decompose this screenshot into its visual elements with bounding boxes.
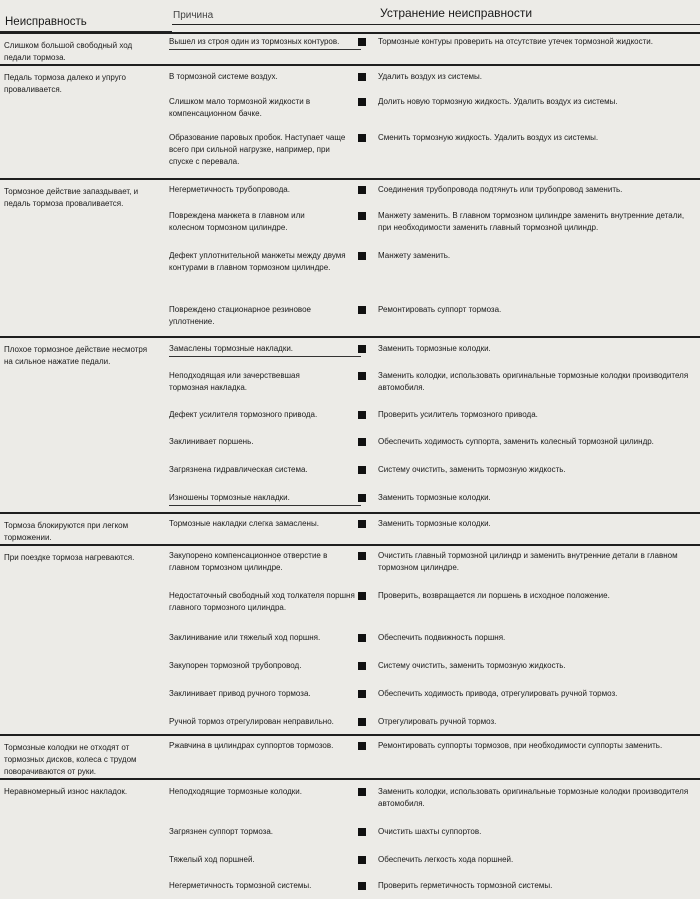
fix-text: Ремонтировать суппорты тормозов, при необходимости суппорты заменить.: [378, 741, 663, 750]
cause-text: Повреждено стационарное резиновое уплотнение.: [169, 305, 311, 326]
cause-text: Слишком мало тормозной жидкости в компенсационном бачке.: [169, 97, 311, 118]
fix-text: Обеспечить подвижность поршня.: [378, 633, 506, 642]
bullet-icon: [358, 828, 366, 836]
bullet-icon: [358, 718, 366, 726]
bullet-icon: [358, 690, 366, 698]
fault-group: [0, 778, 700, 899]
bullet-icon: [358, 856, 366, 864]
header-fault: Неисправность: [5, 16, 87, 28]
header-cause: Причина: [173, 10, 214, 21]
fix-text: Систему очистить, заменить тормозную жидкость.: [378, 661, 566, 670]
bullet-icon: [358, 98, 366, 106]
cause-text: Образование паровых пробок. Наступает чаще всего при сильной нагрузке, например, при спуске с перевала.: [169, 133, 346, 166]
fault-group: [0, 178, 700, 336]
fault-group: [0, 32, 700, 62]
cause-text: Заклинивает поршень.: [169, 437, 254, 446]
cause-text: Негерметичность трубопровода.: [169, 185, 290, 194]
fault-text: Тормозное действие запаздывает, и педаль тормоза проваливается.: [4, 187, 139, 208]
fault-group: [0, 544, 700, 734]
fix-text: Удалить воздух из системы.: [378, 72, 482, 81]
cause-text: Загрязнен суппорт тормоза.: [169, 827, 274, 836]
fault-text: Педаль тормоза далеко и упруго проваливается.: [4, 73, 126, 94]
fault-text: Неравномерный износ накладок.: [4, 787, 128, 796]
cause-text: Тормозные накладки слегка замаслены.: [169, 519, 319, 528]
cause-text: Вышел из строя один из тормозных контуров.: [169, 36, 361, 50]
fix-text: Очистить главный тормозной цилиндр и заменить внутренние детали в главном тормозном цилиндре.: [378, 551, 678, 572]
cause-text: В тормозной системе воздух.: [169, 72, 278, 81]
bullet-icon: [358, 634, 366, 642]
bullet-icon: [358, 372, 366, 380]
header-divider: [172, 24, 700, 25]
fix-text: Проверить усилитель тормозного привода.: [378, 410, 538, 419]
bullet-icon: [358, 494, 366, 502]
cause-text: Повреждена манжета в главном или колесном тормозном цилиндре.: [169, 211, 305, 232]
bullet-icon: [358, 742, 366, 750]
fix-text: Обеспечить ходимость суппорта, заменить колесный тормозной цилиндр.: [378, 437, 654, 446]
fix-text: Долить новую тормозную жидкость. Удалить воздух из системы.: [378, 97, 618, 106]
bullet-icon: [358, 186, 366, 194]
cause-text: Ручной тормоз отрегулирован неправильно.: [169, 717, 334, 726]
fix-text: Очистить шахты суппортов.: [378, 827, 482, 836]
fault-group: [0, 512, 700, 544]
bullet-icon: [358, 252, 366, 260]
fault-text: При поездке тормоза нагреваются.: [4, 553, 135, 562]
fix-text: Проверить герметичность тормозной системы.: [378, 881, 553, 890]
cause-text: Дефект уплотнительной манжеты между двумя контурами в главном тормозном цилиндре.: [169, 251, 346, 272]
bullet-icon: [358, 882, 366, 890]
fix-text: Заменить тормозные колодки.: [378, 493, 491, 502]
fix-text: Манжету заменить. В главном тормозном цилиндре заменить внутренние детали, при необходимости заменить главный тормозной цилиндр.: [378, 211, 685, 232]
cause-text: Закупорен тормозной трубопровод.: [169, 661, 302, 670]
bullet-icon: [358, 134, 366, 142]
cause-text: Заклинивание или тяжелый ход поршня.: [169, 633, 321, 642]
fix-text: Заменить колодки, использовать оригинальные тормозные колодки производителя автомобиля.: [378, 787, 689, 808]
bullet-icon: [358, 466, 366, 474]
bullet-icon: [358, 345, 366, 353]
fix-text: Обеспечить легкость хода поршней.: [378, 855, 514, 864]
fault-text: Тормоза блокируются при легком торможении.: [4, 521, 129, 542]
cause-text: Негерметичность тормозной системы.: [169, 881, 312, 890]
cause-text: Загрязнена гидравлическая система.: [169, 465, 308, 474]
cause-text: Замаслены тормозные накладки.: [169, 343, 361, 357]
fault-group: [0, 734, 700, 776]
bullet-icon: [358, 411, 366, 419]
cause-text: Дефект усилителя тормозного привода.: [169, 410, 318, 419]
bullet-icon: [358, 438, 366, 446]
fix-text: Проверить, возвращается ли поршень в исходное положение.: [378, 591, 610, 600]
fix-text: Соединения трубопровода подтянуть или трубопровод заменить.: [378, 185, 623, 194]
bullet-icon: [358, 38, 366, 46]
fault-text: Плохое тормозное действие несмотря на сильное нажатие педали.: [4, 345, 148, 366]
cause-text: Неподходящая или зачерствевшая тормозная накладка.: [169, 371, 300, 392]
cause-text: Заклинивает привод ручного тормоза.: [169, 689, 311, 698]
bullet-icon: [358, 212, 366, 220]
fix-text: Заменить тормозные колодки.: [378, 519, 491, 528]
fix-text: Систему очистить, заменить тормозную жидкость.: [378, 465, 566, 474]
fix-text: Отрегулировать ручной тормоз.: [378, 717, 497, 726]
fix-text: Тормозные контуры проверить на отсутствие утечек тормозной жидкости.: [378, 37, 653, 46]
bullet-icon: [358, 592, 366, 600]
fault-text: Тормозные колодки не отходят от тормозных дисков, колеса с трудом поворачиваются от руки.: [4, 743, 137, 776]
cause-text: Неподходящие тормозные колодки.: [169, 787, 302, 796]
fault-group: [0, 336, 700, 512]
fault-group: [0, 64, 700, 178]
cause-text: Изношены тормозные накладки.: [169, 492, 361, 506]
bullet-icon: [358, 788, 366, 796]
cause-text: Ржавчина в цилиндрах суппортов тормозов.: [169, 741, 334, 750]
cause-text: Недостаточный свободный ход толкателя поршня главного тормозного цилиндра.: [169, 591, 355, 612]
fix-text: Заменить тормозные колодки.: [378, 344, 491, 353]
cause-text: Тяжелый ход поршней.: [169, 855, 255, 864]
bullet-icon: [358, 306, 366, 314]
bullet-icon: [358, 520, 366, 528]
fix-text: Заменить колодки, использовать оригинальные тормозные колодки производителя автомобиля.: [378, 371, 689, 392]
fix-text: Обеспечить ходимость привода, отрегулировать ручной тормоз.: [378, 689, 618, 698]
cause-text: Закупорено компенсационное отверстие в главном тормозном цилиндре.: [169, 551, 328, 572]
bullet-icon: [358, 552, 366, 560]
fix-text: Ремонтировать суппорт тормоза.: [378, 305, 502, 314]
fault-text: Слишком большой свободный ход педали тормоза.: [4, 41, 133, 62]
table-header: [0, 0, 700, 32]
fix-text: Манжету заменить.: [378, 251, 451, 260]
bullet-icon: [358, 73, 366, 81]
fix-text: Сменить тормозную жидкость. Удалить воздух из системы.: [378, 133, 599, 142]
bullet-icon: [358, 662, 366, 670]
header-fix: Устранение неисправности: [380, 6, 533, 20]
